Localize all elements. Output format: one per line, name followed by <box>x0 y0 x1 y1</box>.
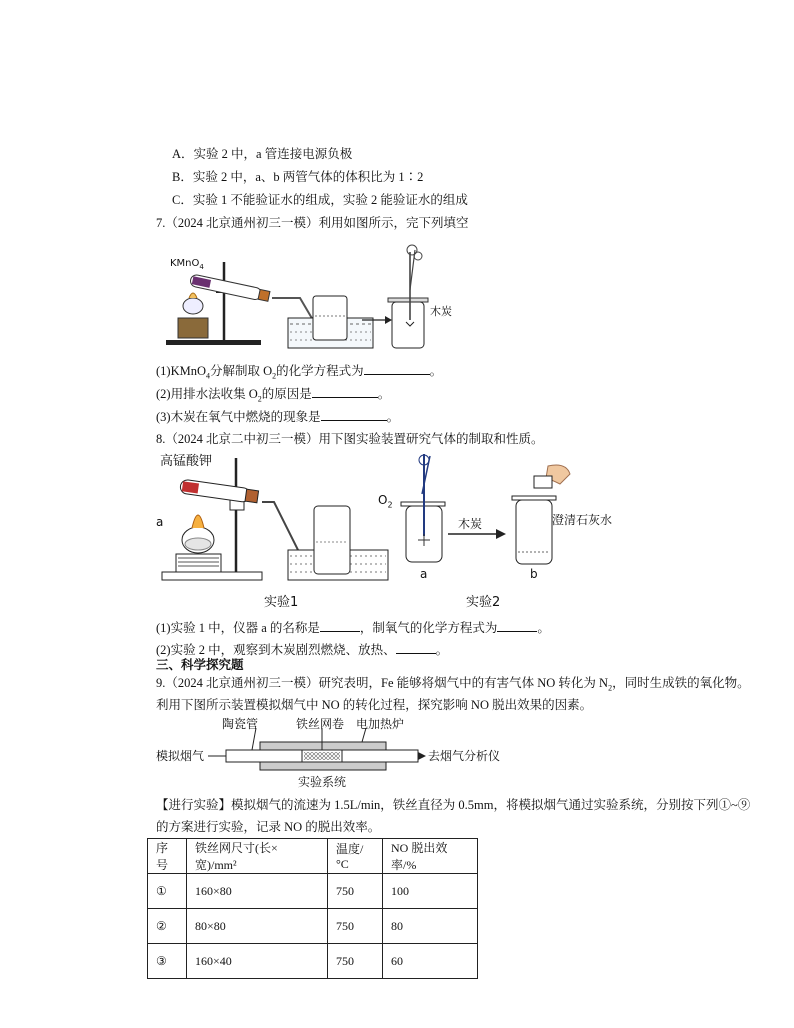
q7-figure <box>160 240 480 352</box>
answer-blank[interactable] <box>320 619 360 632</box>
bottle-a-label: a <box>420 567 428 581</box>
option-c: C．实验 1 不能验证水的组成，实验 2 能验证水的组成 <box>172 193 468 207</box>
answer-blank[interactable] <box>364 362 430 375</box>
cell-efficiency: 80 <box>383 909 478 944</box>
q7-part3: (3)木炭在氧气中燃烧的现象是 。 <box>156 410 400 424</box>
q8-part2: (2)实验 2 中，观察到木炭剧烈燃烧、放热、 。 <box>156 643 449 657</box>
exp1-caption: 实验1 <box>264 595 299 610</box>
kmno4-subscript: 4 <box>199 263 204 271</box>
answer-blank[interactable] <box>396 641 436 654</box>
q7-part1: (1)KMnO$_4$分解制取 $O_2$的化学方程式为 。 <box>156 364 443 381</box>
q8-title: 8.（2024 北京二中初三一模）用下图实验装置研究气体的制取和性质。 <box>156 432 544 446</box>
charcoal-label: 木炭 <box>430 305 452 318</box>
apparatus-a-label: a <box>156 515 164 529</box>
cell-efficiency: 60 <box>383 944 478 979</box>
cell-temperature: 750 <box>328 874 383 909</box>
q8-figure <box>156 454 613 612</box>
table-row <box>148 874 478 909</box>
q9-exp-line1: 【进行实验】模拟烟气的流速为 1.5L/min，铁丝直径为 0.5mm，将模拟烟气通过实验系统，分别按下列①~⑨ <box>156 798 751 812</box>
limewater-label: 澄清石灰水 <box>552 513 613 527</box>
q9-exp-line2: 的方案进行实验，记录 NO 的脱出效率。 <box>156 820 381 834</box>
mesh-label: 铁丝网卷 <box>296 717 345 731</box>
exp2-caption: 实验2 <box>466 595 501 610</box>
col-header-mesh-size: 铁丝网尺寸(长×宽)/mm² <box>187 839 328 874</box>
section-title: 三、科学探究题 <box>156 658 244 672</box>
option-b: B．实验 2 中，a、b 两管气体的体积比为 1∶2 <box>172 170 424 184</box>
tube-label: 陶瓷管 <box>222 717 259 731</box>
cell-mesh-size: 160×80 <box>187 874 328 909</box>
bottle-b-label: b <box>530 567 538 581</box>
system-label: 实验系统 <box>298 775 347 789</box>
results-table <box>147 838 478 979</box>
cell-temperature: 750 <box>328 944 383 979</box>
col-header-index: 序号 <box>148 839 187 874</box>
table-row <box>148 909 478 944</box>
charcoal-label-q8: 木炭 <box>458 517 483 531</box>
outlet-label: 去烟气分析仪 <box>428 749 501 763</box>
cell-index: ① <box>148 874 187 909</box>
col-header-no-efficiency: NO 脱出效率/% <box>383 839 478 874</box>
col-header-temperature: 温度/°C <box>328 839 383 874</box>
inlet-label: 模拟烟气 <box>156 749 205 763</box>
option-a: A．实验 2 中，a 管连接电源负极 <box>172 147 353 161</box>
q9-line1: 9.（2024 北京通州初三一模）研究表明，Fe 能够将烟气中的有害气体 NO 转化为 $N_2$，同时生成铁的氧化物。 <box>156 676 750 693</box>
table-header-row <box>148 839 478 874</box>
q8-part1: (1)实验 1 中，仪器 a 的名称是 ，制氧气的化学方程式为 。 <box>156 621 550 635</box>
q9-line2: 利用下图所示装置模拟烟气中 NO 的转化过程，探究影响 NO 脱出效果的因素。 <box>156 698 593 712</box>
q7-title: 7.（2024 北京通州初三一模）利用如图所示，完下列填空 <box>156 216 469 230</box>
cell-temperature: 750 <box>328 909 383 944</box>
cell-index: ② <box>148 909 187 944</box>
cell-mesh-size: 160×40 <box>187 944 328 979</box>
q7-part2: (2)用排水法收集 $O_2$的原因是 。 <box>156 387 391 404</box>
cell-efficiency: 100 <box>383 874 478 909</box>
q9-figure <box>156 716 501 796</box>
cell-index: ③ <box>148 944 187 979</box>
kmno4-label-q8: 高锰酸钾 <box>160 454 213 469</box>
table-row <box>148 944 478 979</box>
kmno4-label: KMnO <box>170 258 200 269</box>
answer-blank[interactable] <box>497 619 537 632</box>
furnace-label: 电加热炉 <box>356 717 405 731</box>
o2-label: $O_2$ <box>378 493 393 510</box>
answer-blank[interactable] <box>321 408 387 421</box>
answer-blank[interactable] <box>312 385 378 398</box>
cell-mesh-size: 80×80 <box>187 909 328 944</box>
